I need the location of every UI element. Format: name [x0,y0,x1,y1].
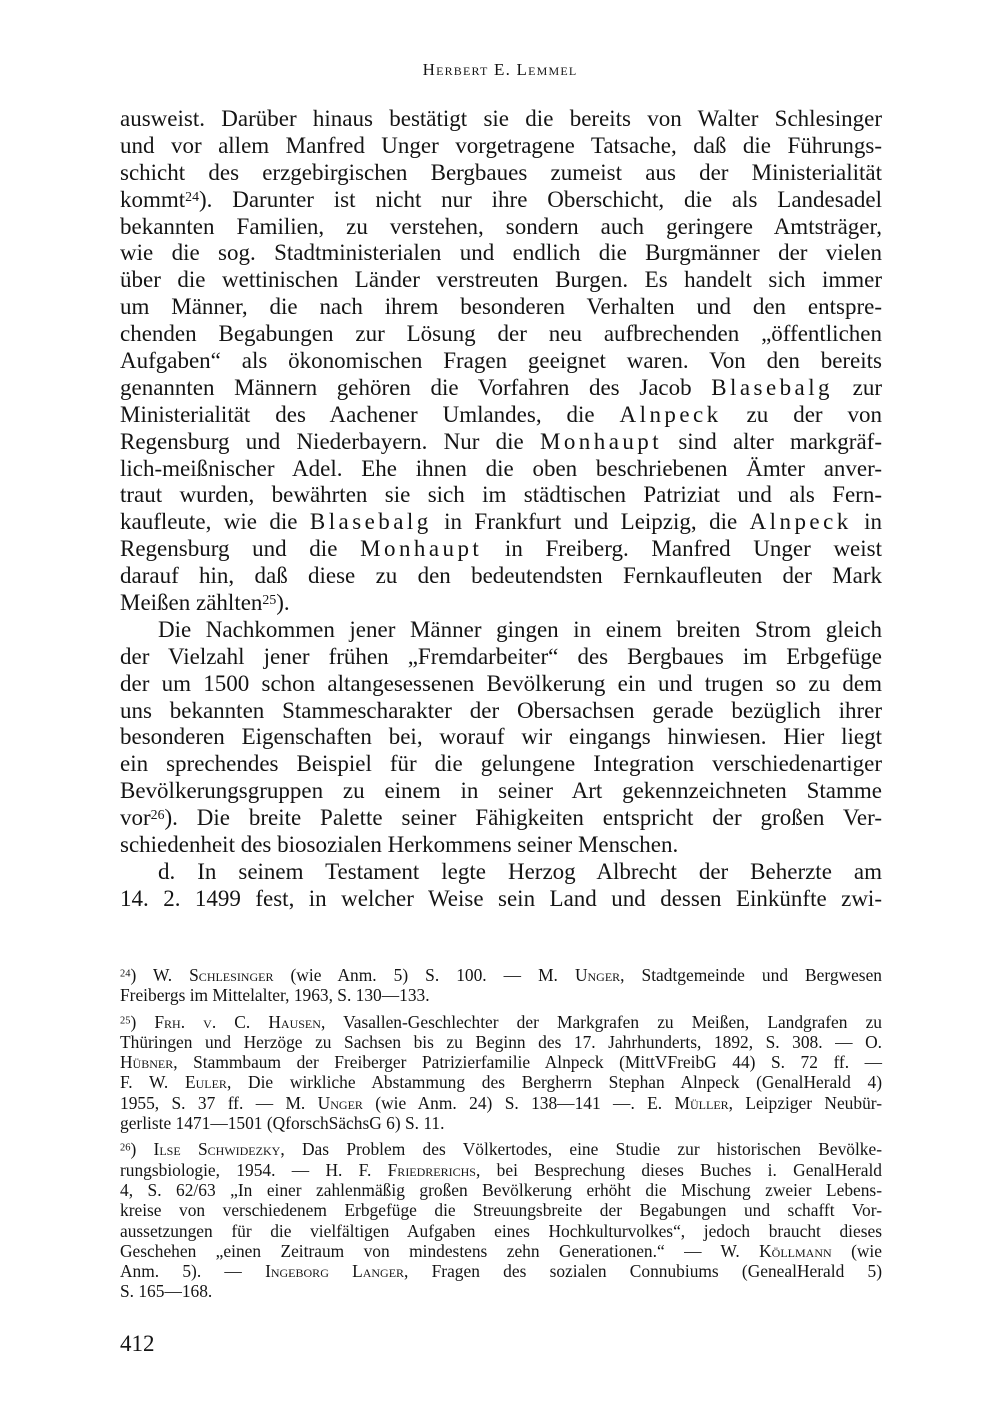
author-name: Schlesinger [189,965,274,985]
text-line: Bevölkerungsgruppen zu einem in seiner Art gekennzeichneten Stamme [120,778,882,804]
text-line: der Vielzahl jener frühen „Fremdarbeiter“ des Bergbaues im Erbgefüge [120,643,882,669]
text-line: über die wettinischen Länder verstreuten Burgen. Es handelt sich immer [120,267,882,293]
footnote-ref: 24 [185,188,199,204]
footnote-line: Thüringen und Herzöge zu Sachsen bis zu Beginn des 17. Jahrhunderts, 1892, S. 308. — O. [120,1031,882,1052]
footnote-line: 4, S. 62/63 „In einer zahlenmäßig großen Bevölkerung erhöht die Mischung zweier Lebens- [120,1179,882,1200]
author-name: Euler [184,1072,227,1093]
text-line: der um 1500 schon altangesessenen Bevölkerung ein und trugen so zu dem [120,670,882,696]
author-name: Unger [574,965,621,985]
page-number: 412 [120,1331,155,1356]
text-line: darauf hin, daß diese zu den bedeutendsten Fernkaufleuten der Mark [120,563,882,589]
text-line: traut wurden, bewährten sie sich im städtischen Patriziat und als Fern- [120,482,882,508]
author-name: Müller [674,1092,729,1113]
spaced-name: Blasebalg [309,509,432,535]
spaced-name: Alnpeck [749,509,852,535]
text-line: Regensburg und Niederbayern. Nur die Monhaupt sind alter markgräf- [120,428,882,454]
footnote-line: $^{24}$) W. Schlesinger (wie Anm. 5) S. 100. — M. Unger, Stadtgemeinde und Bergwesen [120,965,882,985]
footnote-line: aussetzungen für die vielfältigen Aufgaben eines Hochkulturvolkes“, jedoch braucht dieses [120,1220,882,1241]
text-line: uns bekannten Stammescharakter der Obersachsen gerade bezüglich ihrer [120,697,882,723]
running-head: Herbert E. Lemmel [422,60,578,79]
spaced-name: Blasebalg [711,374,833,400]
spaced-name: Monhaupt [360,536,483,562]
text-line: wie die sog. Stadtministerialen und endlich die Burgmänner der vielen [120,240,882,266]
text-line: ausweist. Darüber hinaus bestätigt sie die bereits von Walter Schlesinger [120,106,882,131]
author-name: Friedrerichs [387,1159,476,1180]
spaced-name: Alnpeck [619,401,722,427]
text-line: Aufgaben“ als ökonomischen Fragen geeignet waren. Von den bereits [120,348,882,374]
author-name: Frh. v. C. Hausen [154,1011,321,1032]
footnote-line: Hübner, Stammbaum der Freiberger Patrizierfamilie Alnpeck (MittVFreibG 44) S. 72 ff. — [120,1052,882,1073]
footnote-line: F. W. Euler, Die wirkliche Abstammung des Bergherrn Stephan Alnpeck (GenalHerald 4) [120,1072,883,1093]
text-line: chenden Begabungen zur Lösung der neu aufbrechenden „öffentlichen [120,321,882,347]
footnote-line: 1955, S. 37 ff. — M. Unger (wie Anm. 24) S. 138—141 —. E. Müller, Leipziger Neubür- [120,1092,882,1113]
text-line: schicht des erzgebirgischen Bergbaues zumeist aus der Ministerialität [120,159,882,185]
text-line: Meißen zählten$^{25}$). [120,590,290,616]
text-line: kaufleute, wie die Blasebalg in Frankfurt und Leipzig, die Alnpeck in [120,509,883,535]
footnote-26 [120,1139,882,1301]
footnote-line: S. 165—168. [120,1281,213,1302]
text-line: 14. 2. 1499 fest, in welcher Weise sein Land und dessen Einkünfte zwi- [120,885,882,911]
paragraph-start-line: Die Nachkommen jener Männer gingen in einem breiten Strom gleich [158,616,882,642]
text-line: Ministerialität des Aachener Umlandes, die Alnpeck zu der von [120,401,882,427]
author-name: Ilse Schwidezky [153,1139,281,1160]
text-line: bekannten Familien, zu verstehen, sondern auch geringere Amtsträger, [120,213,882,239]
text-line: Regensburg und die Monhaupt in Freiberg. Manfred Unger weist [120,536,882,562]
footnote-line: gerliste 1471—1501 (QforschSächsG 6) S. 11. [120,1113,445,1134]
paragraph-start-line: d. In seinem Testament legte Herzog Albrecht der Beherzte am [158,858,882,884]
spaced-name: Monhaupt [539,428,663,454]
footnote-marker: 25 [120,1014,131,1026]
footnote-ref: 25 [262,591,277,607]
text-line: kommt$^{24}$). Darunter ist nicht nur ihre Oberschicht, die als Landesadel [120,186,882,212]
footnote-ref: 26 [150,806,165,822]
body-text [120,106,882,913]
footnote-marker: 24 [120,968,131,980]
footnote-line: Anm. 5). — Ingeborg Langer, Fragen des sozialen Connubiums (GenealHerald 5) [120,1261,882,1282]
text-line: ein sprechendes Beispiel für die gelungene Integration verschiedenartiger [120,751,882,777]
footnote-marker: 26 [120,1142,131,1154]
footnote-line: Freibergs im Mittelalter, 1963, S. 130—133. [120,985,430,1006]
text-line: vor$^{26}$). Die breite Palette seiner Fähigkeiten entspricht der großen Ver- [120,805,882,831]
footnote-line: $^{25}$) Frh. v. C. Hausen, Vasallen-Geschlechter der Markgrafen zu Meißen, Landgrafen zu [120,1011,882,1032]
footnote-25 [120,1012,882,1134]
author-name: Ingeborg Langer [265,1261,405,1282]
author-name: Köllmann [759,1240,832,1261]
text-line: schiedenheit des biosozialen Herkommens seiner Menschen. [120,832,679,858]
text-line: besonderen Eigenschaften bei, worauf wir eingangs hinwiesen. Hier liegt [120,724,882,750]
text-line: und vor allem Manfred Unger vorgetragene Tatsache, daß die Führungs- [120,132,882,158]
text-line: um Männer, die nach ihrem besonderen Verhalten und den entspre- [120,294,882,320]
footnote-line: rungsbiologie, 1954. — H. F. Friedrerichs, bei Besprechung dieses Buches i. GenalHerald [120,1159,883,1180]
text-line: lich-meißnischer Adel. Ehe ihnen die oben beschriebenen Ämter anver- [120,455,882,481]
text-line: genannten Männern gehören die Vorfahren des Jacob Blasebalg zur [120,374,882,400]
footnote-line: Geschehen „einen Zeitraum von mindestens zehn Generationen.“ — W. Köllmann (wie [120,1240,882,1261]
footnote-line: kreise von verschiedenem Erbgefüge die Streuungsbreite der Begabungen und schafft Vor- [120,1200,882,1221]
footnote-24 [120,965,882,1006]
author-name: Unger [317,1092,363,1113]
footnote-line: $^{26}$) Ilse Schwidezky, Das Problem des Völkertodes, eine Studie zur historischen Bevölke- [120,1139,883,1160]
footnotes [120,965,882,1308]
author-name: Hübner [120,1052,174,1073]
